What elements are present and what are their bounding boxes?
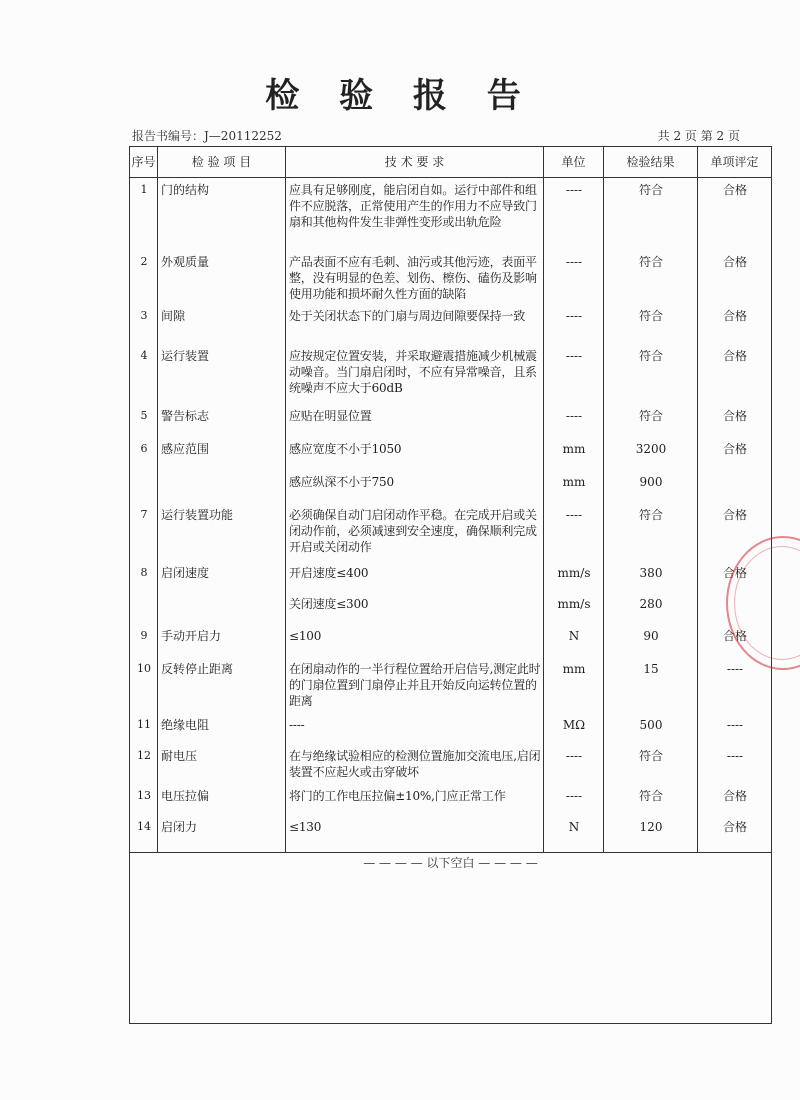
row-evaluation: 合格	[698, 404, 772, 437]
row-result: 90	[604, 624, 698, 657]
row-seq	[130, 592, 158, 624]
row-item: 启闭力	[158, 815, 286, 853]
table-row	[130, 470, 772, 503]
row-requirement: 应贴在明显位置	[286, 404, 544, 437]
header-seq: 序号	[130, 147, 158, 178]
header-requirement: 技 术 要 求	[286, 147, 544, 178]
row-requirement: 感应纵深不小于750	[286, 470, 544, 503]
row-item: 绝缘电阻	[158, 713, 286, 744]
row-seq: 1	[130, 178, 158, 250]
table-row	[130, 503, 772, 561]
row-requirement: 开启速度≤400	[286, 561, 544, 592]
header-result: 检验结果	[604, 147, 698, 178]
row-requirement: ≤130	[286, 815, 544, 853]
row-requirement: 必须确保自动门启闭动作平稳。在完成开启或关闭动作前，必须减速到安全速度，确保顺利完成开启或关闭动作	[286, 503, 544, 561]
row-requirement: 关闭速度≤300	[286, 592, 544, 624]
row-evaluation: 合格	[698, 304, 772, 344]
report-number: 报告书编号：J—20112252	[132, 129, 282, 143]
row-unit: ----	[544, 503, 604, 561]
report-title: 检 验 报 告	[265, 76, 535, 116]
row-item: 外观质量	[158, 250, 286, 304]
row-item	[158, 592, 286, 624]
row-requirement: 应按规定位置安装，并采取避震措施减少机械震动噪音。当门扇启闭时，不应有异常噪音，且系统噪声不应大于60dB	[286, 344, 544, 404]
page-info: 共 2 页 第 2 页	[657, 129, 740, 143]
row-seq: 4	[130, 344, 158, 404]
row-unit: mm	[544, 470, 604, 503]
row-item: 电压拉偏	[158, 784, 286, 815]
row-item: 间隙	[158, 304, 286, 344]
row-evaluation	[698, 470, 772, 503]
row-evaluation: 合格	[698, 250, 772, 304]
table-row	[130, 784, 772, 815]
table-row	[130, 404, 772, 437]
table-row	[130, 624, 772, 657]
row-item	[158, 470, 286, 503]
row-unit: N	[544, 624, 604, 657]
row-result: 900	[604, 470, 698, 503]
row-seq: 9	[130, 624, 158, 657]
row-requirement: 在闭扇动作的一半行程位置给开启信号,测定此时的门扇位置到门扇停止并且开始反向运转位置的距离	[286, 657, 544, 713]
row-evaluation	[698, 592, 772, 624]
row-seq: 8	[130, 561, 158, 592]
table-row	[130, 178, 772, 250]
row-unit: MΩ	[544, 713, 604, 744]
row-result: 280	[604, 592, 698, 624]
row-requirement: 感应宽度不小于1050	[286, 437, 544, 470]
row-requirement: 应具有足够刚度，能启闭自如。运行中部件和组件不应脱落，正常使用产生的作用力不应导致门扇和其他构件发生非弹性变形或出轨危险	[286, 178, 544, 250]
row-unit: ----	[544, 304, 604, 344]
table-row	[130, 815, 772, 853]
row-result: 120	[604, 815, 698, 853]
row-result: 符合	[604, 503, 698, 561]
row-evaluation: 合格	[698, 561, 772, 592]
row-requirement: 处于关闭状态下的门扇与周边间隙要保持一致	[286, 304, 544, 344]
row-evaluation: 合格	[698, 815, 772, 853]
row-evaluation: 合格	[698, 624, 772, 657]
row-evaluation: 合格	[698, 437, 772, 470]
row-requirement: ----	[286, 713, 544, 744]
row-unit: ----	[544, 178, 604, 250]
row-unit: mm	[544, 657, 604, 713]
row-item: 门的结构	[158, 178, 286, 250]
row-evaluation: 合格	[698, 344, 772, 404]
blank-area-row	[130, 853, 772, 1024]
row-item: 反转停止距离	[158, 657, 286, 713]
row-result: 380	[604, 561, 698, 592]
row-seq: 12	[130, 744, 158, 784]
row-seq	[130, 470, 158, 503]
row-seq: 13	[130, 784, 158, 815]
row-seq: 6	[130, 437, 158, 470]
row-item: 警告标志	[158, 404, 286, 437]
row-item: 运行装置功能	[158, 503, 286, 561]
row-result: 500	[604, 713, 698, 744]
row-item: 感应范围	[158, 437, 286, 470]
row-result: 符合	[604, 404, 698, 437]
row-result: 符合	[604, 344, 698, 404]
row-evaluation: ----	[698, 744, 772, 784]
row-evaluation: 合格	[698, 784, 772, 815]
row-unit: N	[544, 815, 604, 853]
table-row	[130, 713, 772, 744]
table-row	[130, 744, 772, 784]
row-result: 符合	[604, 304, 698, 344]
row-result: 15	[604, 657, 698, 713]
row-seq: 2	[130, 250, 158, 304]
row-seq: 7	[130, 503, 158, 561]
header-unit: 单位	[544, 147, 604, 178]
row-result: 符合	[604, 784, 698, 815]
row-unit: ----	[544, 250, 604, 304]
inspection-table	[129, 146, 772, 1024]
row-result: 符合	[604, 744, 698, 784]
row-evaluation: ----	[698, 713, 772, 744]
header-item: 检 验 项 目	[158, 147, 286, 178]
row-result: 符合	[604, 178, 698, 250]
row-item: 耐电压	[158, 744, 286, 784]
table-row	[130, 657, 772, 713]
row-unit: mm	[544, 437, 604, 470]
row-evaluation: 合格	[698, 178, 772, 250]
row-seq: 5	[130, 404, 158, 437]
row-item: 启闭速度	[158, 561, 286, 592]
row-unit: ----	[544, 784, 604, 815]
row-requirement: 将门的工作电压拉偏±10%,门应正常工作	[286, 784, 544, 815]
row-item: 手动开启力	[158, 624, 286, 657]
row-requirement: ≤100	[286, 624, 544, 657]
table-row	[130, 592, 772, 624]
row-result: 符合	[604, 250, 698, 304]
row-requirement: 在与绝缘试验相应的检测位置施加交流电压,启闭装置不应起火或击穿破坏	[286, 744, 544, 784]
row-unit: mm/s	[544, 561, 604, 592]
blank-note: — — — — 以下空白 — — — —	[363, 856, 538, 870]
row-item: 运行装置	[158, 344, 286, 404]
table-row	[130, 304, 772, 344]
row-evaluation: 合格	[698, 503, 772, 561]
row-seq: 3	[130, 304, 158, 344]
row-unit: ----	[544, 744, 604, 784]
row-unit: mm/s	[544, 592, 604, 624]
row-requirement: 产品表面不应有毛刺、油污或其他污迹，表面平整，没有明显的色差、划伤、檫伤、磕伤及影响使用功能和损坏耐久性方面的缺陷	[286, 250, 544, 304]
row-evaluation: ----	[698, 657, 772, 713]
table-row	[130, 250, 772, 304]
table-header-row	[130, 147, 772, 178]
table-row	[130, 344, 772, 404]
row-seq: 10	[130, 657, 158, 713]
table-row	[130, 561, 772, 592]
table-row	[130, 437, 772, 470]
row-unit: ----	[544, 404, 604, 437]
row-seq: 14	[130, 815, 158, 853]
row-unit: ----	[544, 344, 604, 404]
row-result: 3200	[604, 437, 698, 470]
row-seq: 11	[130, 713, 158, 744]
header-evaluation: 单项评定	[698, 147, 772, 178]
